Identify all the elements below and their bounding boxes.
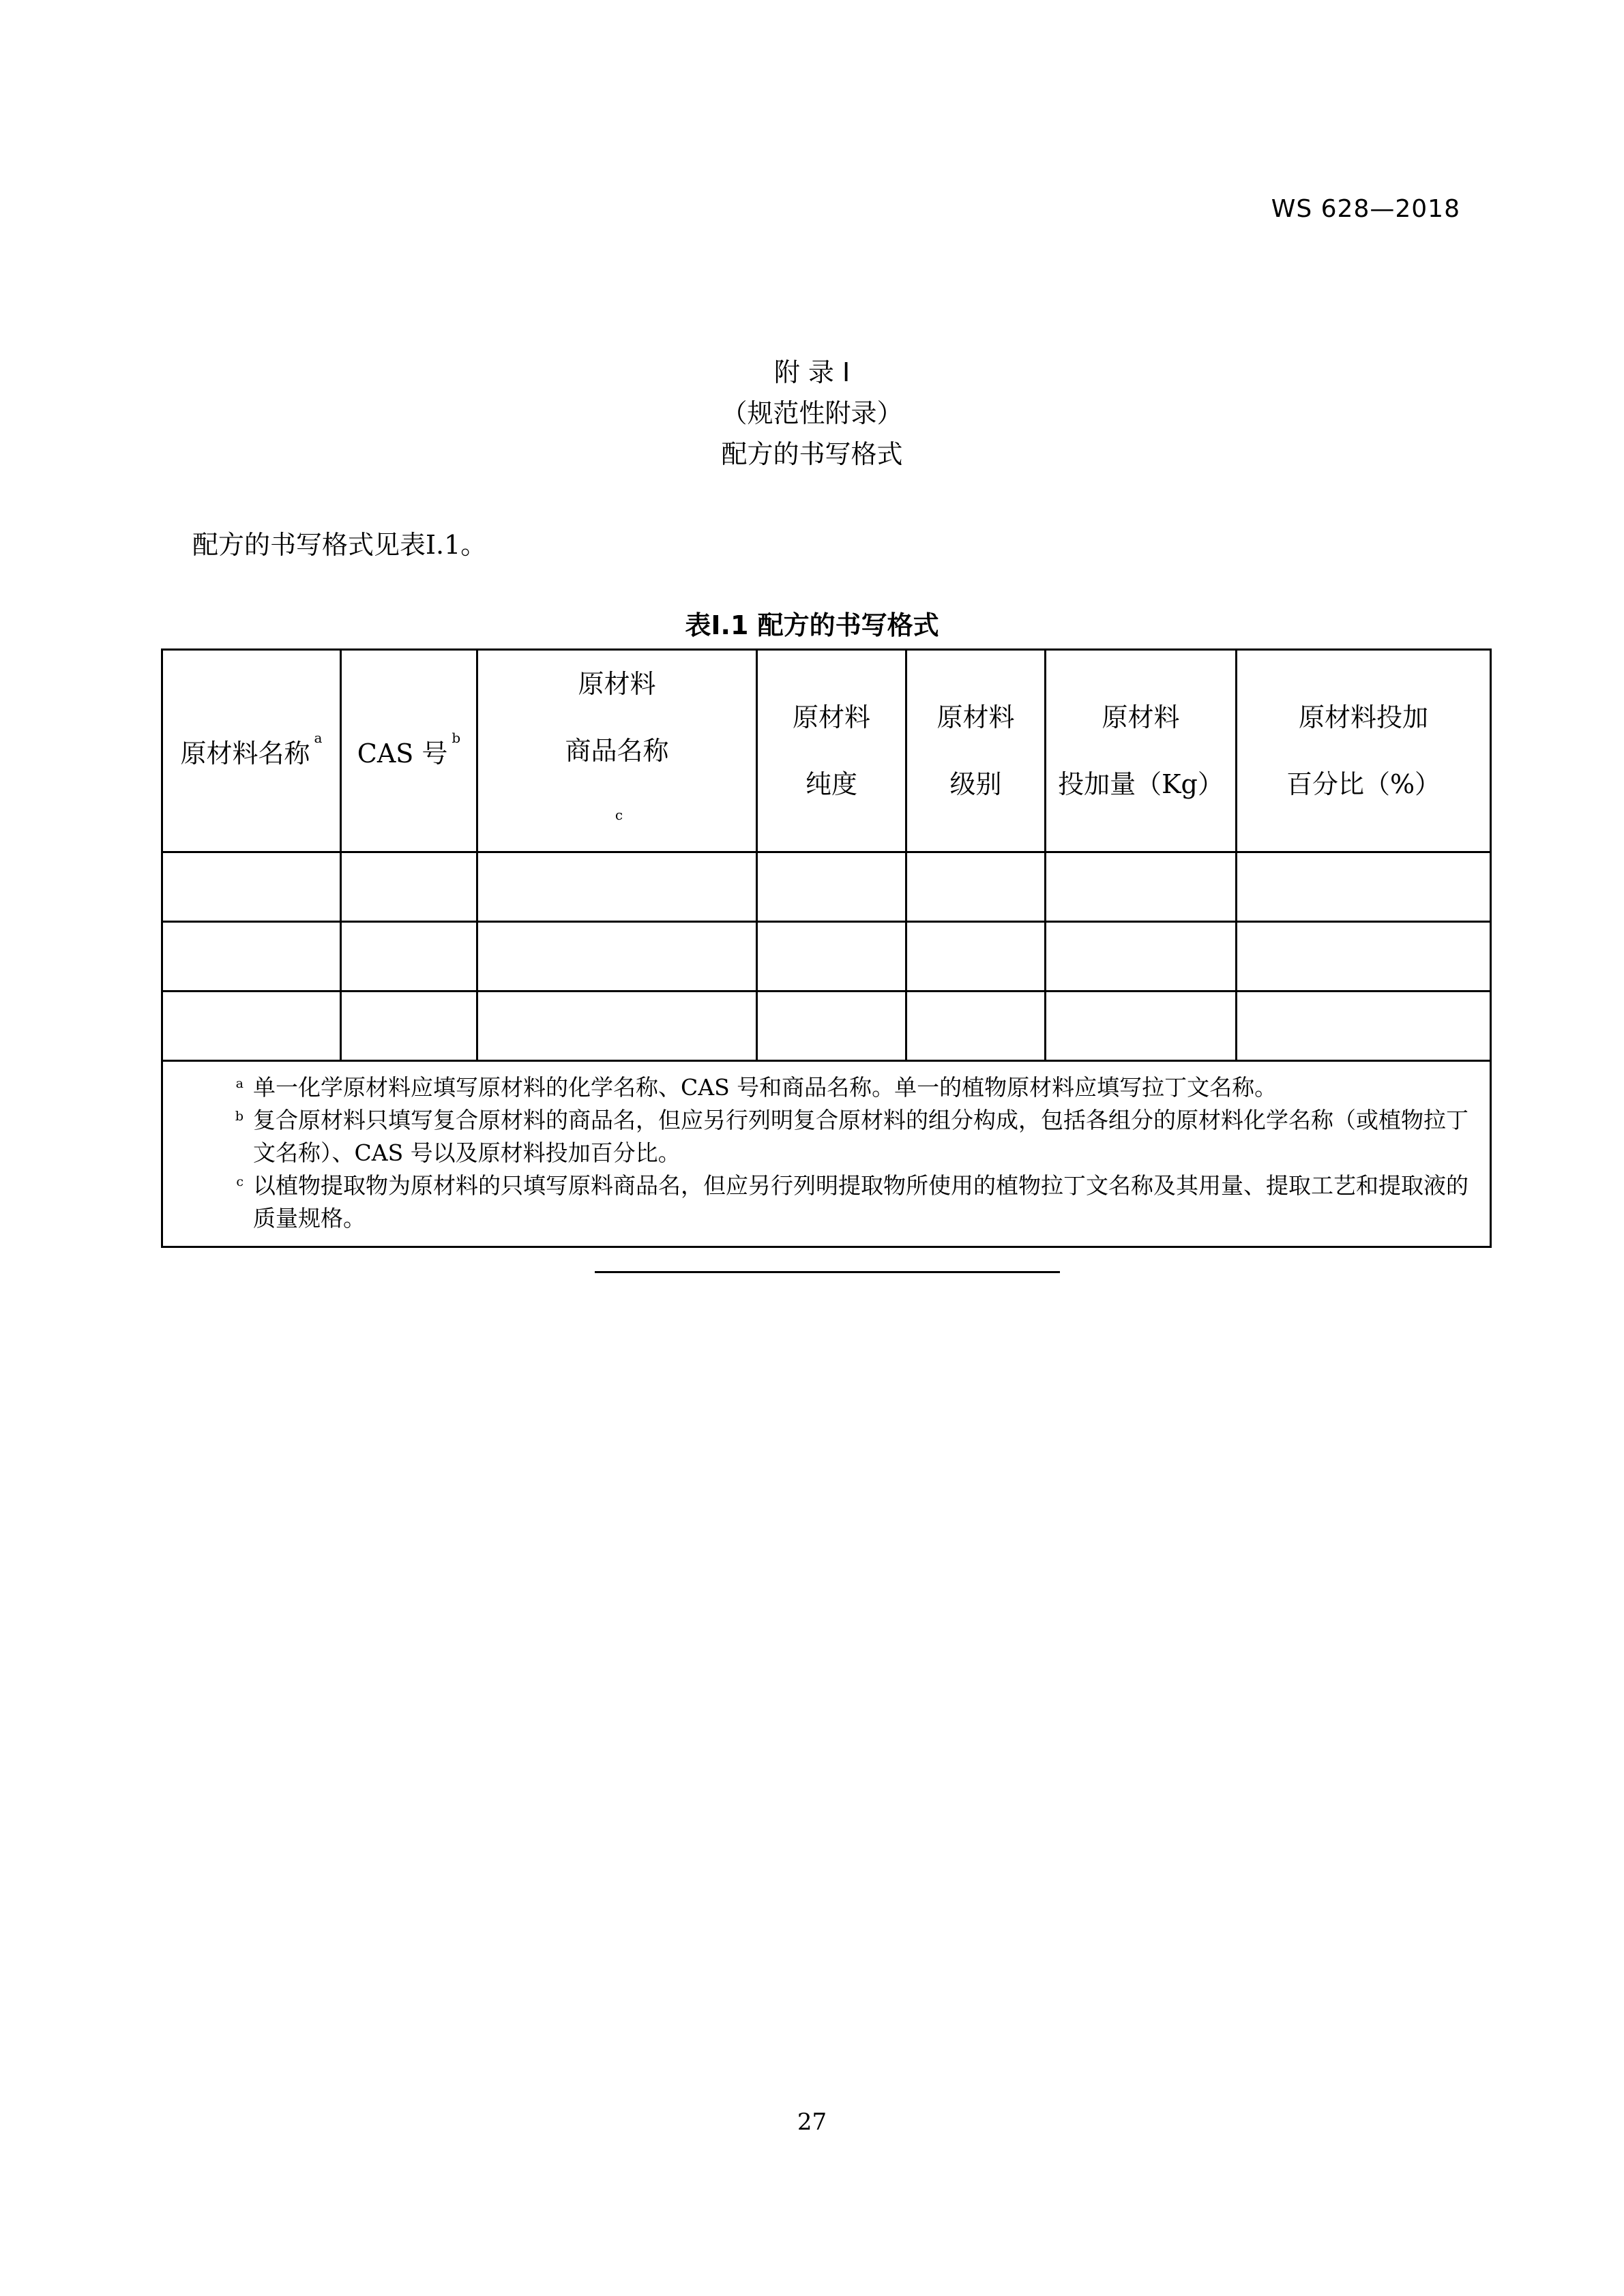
col-header-trade-name: 原材料 商品名称 $^c$ [477,650,757,852]
appendix-heading [0,352,1624,475]
table-row [162,852,1491,922]
standard-code: WS 628—2018 [1271,195,1460,223]
col-header-percentage: 原材料投加 百分比（%） [1237,650,1491,852]
footnote-a [163,1071,1476,1104]
footnote-ref-a: a [314,729,323,746]
table-cell [757,852,906,922]
table-cell [162,922,341,992]
footnote-text: 复合原材料只填写复合原材料的商品名，但应另行列明复合原材料的组分构成，包括各组分的原材料化学名称（或植物拉丁文名称）、CAS 号以及原材料投加百分比。 [253,1107,1468,1166]
footnote-text: 以植物提取物为原材料的只填写原料商品名，但应另行列明提取物所使用的植物拉丁文名称及其用量、提取工艺和提取液的质量规格。 [253,1172,1468,1232]
col-header-amount-kg: 原材料 投加量（Kg） [1046,650,1237,852]
end-of-standard-rule [595,1271,1060,1273]
footnote-b [163,1104,1476,1169]
col-header-grade: 原材料 级别 [906,650,1046,852]
col-header-cas-number: CAS 号$^b$ [341,650,477,852]
table-cell [1237,852,1491,922]
footnote-text: 单一化学原材料应填写原材料的化学名称、CAS 号和商品名称。单一的植物原材料应填写拉丁文名称。 [253,1074,1278,1101]
table-cell [757,992,906,1061]
appendix-type: （规范性附录） [721,398,903,428]
formula-table [161,648,1492,1248]
table-cell [1237,992,1491,1061]
footnote-mark: c [236,1174,243,1189]
appendix-label: 附 录 I [773,357,851,387]
table-cell [341,922,477,992]
table-row [162,992,1491,1061]
table-cell [1046,992,1237,1061]
footnote-c [163,1169,1476,1235]
footnote-mark: b [235,1109,243,1124]
table-cell [477,992,757,1061]
footnote-ref-c: c [615,807,623,823]
table-cell [477,922,757,992]
table-caption: 表I.1 配方的书写格式 [685,610,939,640]
table-cell [906,922,1046,992]
page-number: 27 [797,2108,827,2136]
table-cell [477,852,757,922]
appendix-title: 配方的书写格式 [721,439,903,469]
table-cell [1237,922,1491,992]
table-cell [341,992,477,1061]
table-footnotes-row [162,1061,1491,1247]
intro-paragraph: 配方的书写格式见表I.1。 [192,530,487,560]
footnote-ref-b: b [452,729,461,746]
table-cell [162,852,341,922]
table-row [162,922,1491,992]
table-cell [341,852,477,922]
col-header-material-name: 原材料名称$^a$ [162,650,341,852]
table-cell [162,992,341,1061]
table-cell [1046,922,1237,992]
footnote-mark: a [235,1076,243,1091]
table-footnotes [162,1061,1491,1247]
col-header-purity: 原材料 纯度 [757,650,906,852]
table-cell [906,852,1046,922]
table-cell [906,992,1046,1061]
table-header-row [162,650,1491,852]
table-cell [1046,852,1237,922]
table-cell [757,922,906,992]
